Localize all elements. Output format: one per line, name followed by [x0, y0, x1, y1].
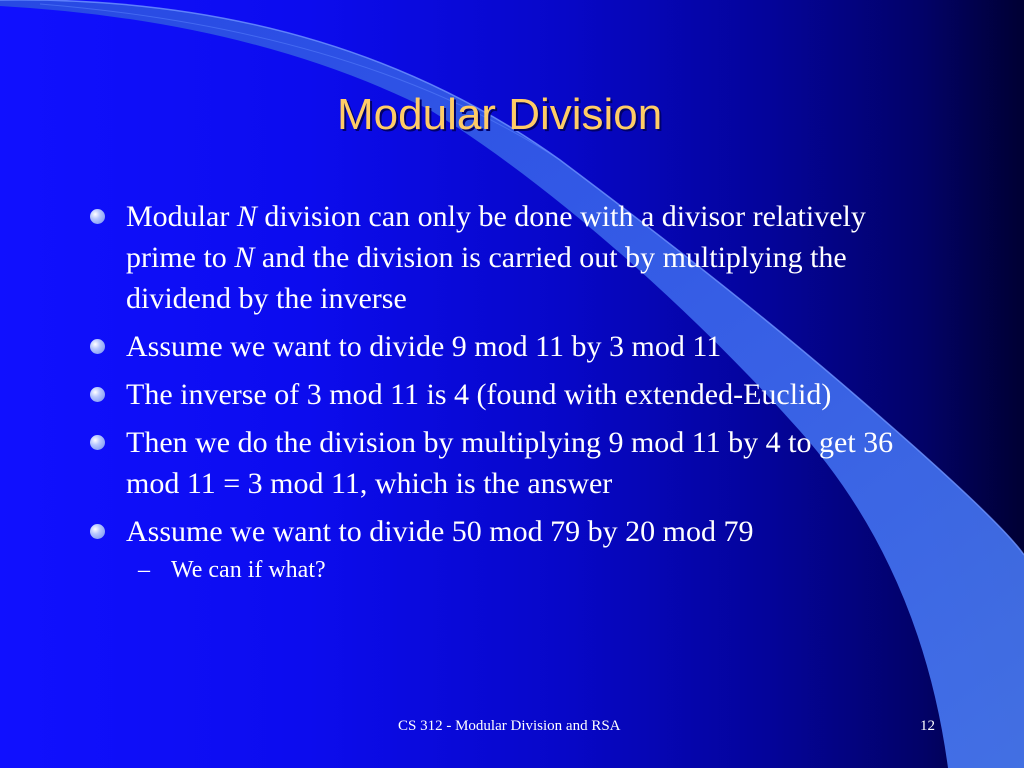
sub-bullet-item: [88, 554, 918, 586]
bullet-list: [88, 196, 918, 586]
bullet-text: The inverse of 3 mod 11 is 4 (found with extended-Euclid): [126, 378, 832, 411]
slide-footer: CS 312 - Modular Division and RSA: [398, 718, 621, 734]
dash-marker: –: [138, 557, 150, 583]
bullet-text: Assume we want to divide 50 mod 79 by 20 mod 79: [126, 515, 754, 548]
bullet-item: [88, 326, 918, 367]
bullet-item: [88, 196, 918, 319]
bullet-text: Modular N division can only be done with a divisor relatively prime to N and the division is carried out by multiplying the dividend by the inverse: [126, 200, 866, 315]
page-number: 12: [920, 718, 935, 734]
bullet-text: Assume we want to divide 9 mod 11 by 3 mod 11: [126, 330, 722, 363]
bullet-dot-icon: [90, 209, 105, 224]
bullet-text: Then we do the division by multiplying 9 mod 11 by 4 to get 36 mod 11 = 3 mod 11, which is the answer: [126, 426, 894, 500]
bullet-dot-icon: [90, 524, 105, 539]
sub-bullet-text: We can if what?: [171, 557, 326, 583]
bullet-dot-icon: [90, 435, 105, 450]
bullet-item: [88, 422, 918, 504]
bullet-item: [88, 374, 918, 415]
bullet-dot-icon: [90, 339, 105, 354]
slide-title: Modular Division: [337, 90, 663, 139]
bullet-item: [88, 511, 918, 552]
bullet-dot-icon: [90, 387, 105, 402]
